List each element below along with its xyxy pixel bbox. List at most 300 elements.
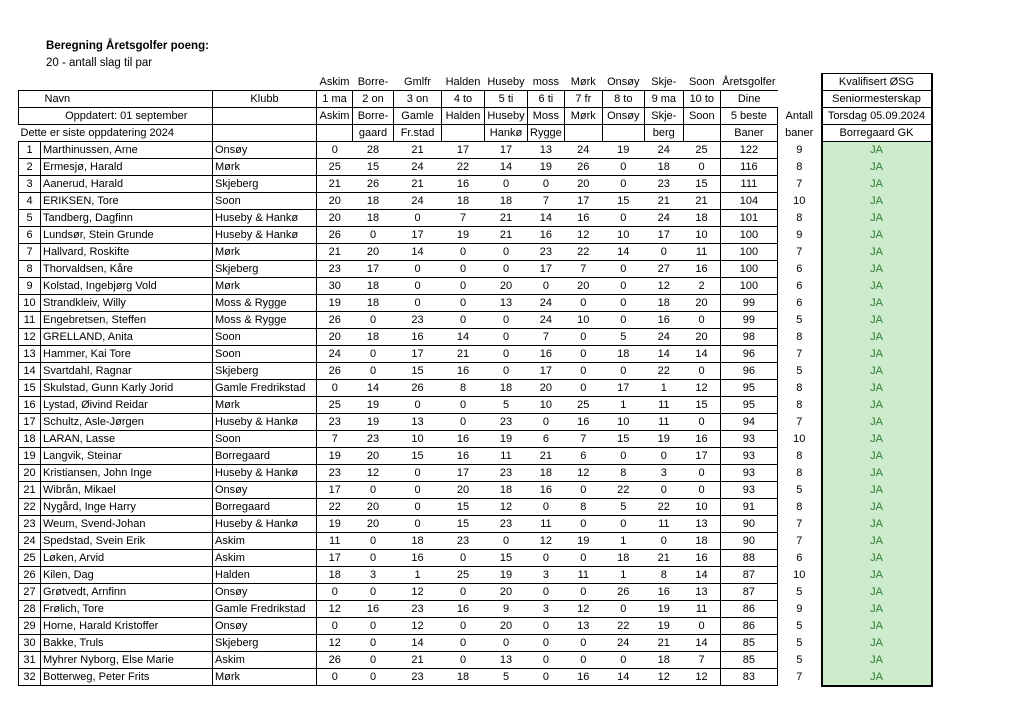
courses-played: 7 bbox=[778, 516, 822, 533]
course-score: 11 bbox=[644, 414, 683, 431]
course-score: 20 bbox=[564, 278, 602, 295]
course-score: 0 bbox=[394, 465, 442, 482]
course-score: 23 bbox=[644, 176, 683, 193]
course-score: 20 bbox=[353, 499, 394, 516]
course-score: 19 bbox=[644, 618, 683, 635]
total-score: 91 bbox=[720, 499, 777, 516]
course-score: 25 bbox=[317, 159, 353, 176]
course-score: 27 bbox=[644, 261, 683, 278]
qualified-status: JA bbox=[822, 312, 932, 329]
course-score: 14 bbox=[683, 567, 720, 584]
course-score: 5 bbox=[485, 669, 528, 686]
player-club: Skjeberg bbox=[213, 176, 317, 193]
total-score: 96 bbox=[720, 346, 777, 363]
courses-played: 5 bbox=[778, 618, 822, 635]
table-row bbox=[19, 499, 932, 516]
course-score: 0 bbox=[317, 142, 353, 159]
player-name: Hammer, Kai Tore bbox=[41, 346, 213, 363]
course-score: 0 bbox=[442, 261, 485, 278]
course-score: 16 bbox=[442, 176, 485, 193]
course-score: 8 bbox=[564, 499, 602, 516]
table-row bbox=[19, 312, 932, 329]
course-score: 0 bbox=[564, 380, 602, 397]
course-score: 16 bbox=[564, 669, 602, 686]
course-score: 22 bbox=[644, 499, 683, 516]
table-row bbox=[19, 652, 932, 669]
qualified-status: JA bbox=[822, 193, 932, 210]
course-score: 0 bbox=[394, 278, 442, 295]
table-row bbox=[19, 414, 932, 431]
course-score: 16 bbox=[564, 414, 602, 431]
courses-played: 6 bbox=[778, 550, 822, 567]
course-score: 18 bbox=[485, 380, 528, 397]
row-number: 15 bbox=[19, 380, 41, 397]
course-score: 22 bbox=[317, 499, 353, 516]
course-score: 26 bbox=[602, 584, 644, 601]
course-score: 19 bbox=[317, 448, 353, 465]
qualified-status: JA bbox=[822, 482, 932, 499]
total-score: 95 bbox=[720, 380, 777, 397]
player-club: Skjeberg bbox=[213, 635, 317, 652]
total-score: 98 bbox=[720, 329, 777, 346]
row-number: 25 bbox=[19, 550, 41, 567]
course-score: 20 bbox=[317, 193, 353, 210]
course-score: 12 bbox=[683, 380, 720, 397]
header-kval-subtitle: Seniormesterskap bbox=[822, 91, 932, 108]
header-course-date: 7 fr bbox=[564, 91, 602, 108]
player-name: Ermesjø, Harald bbox=[41, 159, 213, 176]
qualified-status: JA bbox=[822, 516, 932, 533]
course-score: 18 bbox=[353, 278, 394, 295]
course-score: 12 bbox=[485, 499, 528, 516]
course-score: 0 bbox=[564, 516, 602, 533]
player-club: Huseby & Hankø bbox=[213, 465, 317, 482]
course-score: 0 bbox=[394, 482, 442, 499]
course-score: 0 bbox=[683, 482, 720, 499]
course-score: 22 bbox=[602, 618, 644, 635]
player-name: Kilen, Dag bbox=[41, 567, 213, 584]
table-row bbox=[19, 618, 932, 635]
course-score: 14 bbox=[644, 346, 683, 363]
course-score: 7 bbox=[528, 329, 565, 346]
total-score: 94 bbox=[720, 414, 777, 431]
row-number: 4 bbox=[19, 193, 41, 210]
course-score: 13 bbox=[683, 516, 720, 533]
course-score: 14 bbox=[485, 159, 528, 176]
course-score: 18 bbox=[644, 159, 683, 176]
player-name: Marthinussen, Arne bbox=[41, 142, 213, 159]
course-score: 0 bbox=[683, 414, 720, 431]
total-score: 85 bbox=[720, 652, 777, 669]
course-score: 12 bbox=[564, 227, 602, 244]
courses-played: 8 bbox=[778, 380, 822, 397]
total-score: 100 bbox=[720, 261, 777, 278]
table-row bbox=[19, 210, 932, 227]
course-score: 0 bbox=[442, 278, 485, 295]
total-score: 104 bbox=[720, 193, 777, 210]
header-course-name: moss bbox=[532, 75, 560, 88]
course-score: 26 bbox=[317, 227, 353, 244]
row-number: 1 bbox=[19, 142, 41, 159]
course-score: 0 bbox=[442, 550, 485, 567]
course-score: 16 bbox=[644, 312, 683, 329]
course-score: 19 bbox=[353, 397, 394, 414]
total-score: 86 bbox=[720, 601, 777, 618]
total-score: 87 bbox=[720, 567, 777, 584]
player-club: Onsøy bbox=[213, 584, 317, 601]
courses-played: 7 bbox=[778, 669, 822, 686]
header-baner: baner bbox=[778, 125, 822, 142]
course-score: 1 bbox=[644, 380, 683, 397]
course-score: 17 bbox=[564, 193, 602, 210]
course-score: 21 bbox=[644, 635, 683, 652]
course-score: 7 bbox=[442, 210, 485, 227]
player-name: Frølich, Tore bbox=[41, 601, 213, 618]
header-course-club-2: Fr.stad bbox=[394, 125, 442, 142]
player-name: Lundsør, Stein Grunde bbox=[41, 227, 213, 244]
header-course-club: Halden bbox=[442, 108, 485, 125]
header-blank bbox=[213, 74, 317, 91]
course-score: 18 bbox=[353, 329, 394, 346]
course-score: 16 bbox=[442, 363, 485, 380]
table-row bbox=[19, 261, 932, 278]
player-club: Huseby & Hankø bbox=[213, 516, 317, 533]
header-course-date: 6 ti bbox=[528, 91, 565, 108]
course-score: 0 bbox=[353, 482, 394, 499]
course-score: 17 bbox=[317, 482, 353, 499]
qualified-status: JA bbox=[822, 414, 932, 431]
course-score: 12 bbox=[644, 669, 683, 686]
course-score: 16 bbox=[683, 431, 720, 448]
qualified-status: JA bbox=[822, 210, 932, 227]
course-score: 14 bbox=[394, 635, 442, 652]
course-score: 0 bbox=[353, 618, 394, 635]
header-course-club: Askim bbox=[317, 108, 353, 125]
player-club: Gamle Fredrikstad bbox=[213, 380, 317, 397]
course-score: 16 bbox=[442, 601, 485, 618]
course-score: 11 bbox=[564, 567, 602, 584]
row-number: 2 bbox=[19, 159, 41, 176]
table-row bbox=[19, 516, 932, 533]
courses-played: 9 bbox=[778, 142, 822, 159]
course-score: 17 bbox=[528, 261, 565, 278]
course-score: 19 bbox=[317, 295, 353, 312]
course-score: 5 bbox=[485, 397, 528, 414]
course-score: 0 bbox=[485, 346, 528, 363]
course-score: 0 bbox=[442, 584, 485, 601]
page-subtitle: 20 - antall slag til par bbox=[46, 57, 153, 69]
row-number: 8 bbox=[19, 261, 41, 278]
course-score: 18 bbox=[485, 193, 528, 210]
course-score: 13 bbox=[485, 652, 528, 669]
course-score: 25 bbox=[442, 567, 485, 584]
header-blank bbox=[19, 108, 41, 125]
course-score: 22 bbox=[442, 159, 485, 176]
course-score: 15 bbox=[394, 448, 442, 465]
player-name: ERIKSEN, Tore bbox=[41, 193, 213, 210]
header-course-club: Huseby bbox=[485, 108, 528, 125]
player-name: GRELLAND, Anita bbox=[41, 329, 213, 346]
course-score: 22 bbox=[644, 363, 683, 380]
course-score: 12 bbox=[564, 601, 602, 618]
header-course-name: Halden bbox=[445, 75, 481, 88]
header-course-club: 5 beste bbox=[720, 108, 777, 125]
player-club: Onsøy bbox=[213, 142, 317, 159]
course-score: 0 bbox=[564, 346, 602, 363]
header-course-club: Skje- bbox=[644, 108, 683, 125]
course-score: 21 bbox=[683, 193, 720, 210]
player-club: Askim bbox=[213, 533, 317, 550]
course-score: 17 bbox=[442, 142, 485, 159]
course-score: 20 bbox=[485, 618, 528, 635]
course-score: 14 bbox=[353, 380, 394, 397]
header-blank bbox=[213, 108, 317, 125]
total-score: 90 bbox=[720, 533, 777, 550]
course-score: 0 bbox=[528, 652, 565, 669]
courses-played: 10 bbox=[778, 567, 822, 584]
course-score: 26 bbox=[564, 159, 602, 176]
course-score: 3 bbox=[528, 601, 565, 618]
course-score: 24 bbox=[644, 329, 683, 346]
course-score: 22 bbox=[602, 482, 644, 499]
course-score: 11 bbox=[644, 397, 683, 414]
header-course-date: 2 on bbox=[353, 91, 394, 108]
course-score: 7 bbox=[528, 193, 565, 210]
course-score: 0 bbox=[602, 652, 644, 669]
course-score: 0 bbox=[683, 465, 720, 482]
course-score: 15 bbox=[683, 397, 720, 414]
course-score: 0 bbox=[683, 363, 720, 380]
header-course-club-2: Hankø bbox=[485, 125, 528, 142]
course-score: 1 bbox=[602, 533, 644, 550]
total-score: 83 bbox=[720, 669, 777, 686]
course-score: 20 bbox=[485, 584, 528, 601]
qualified-status: JA bbox=[822, 329, 932, 346]
row-number: 3 bbox=[19, 176, 41, 193]
course-score: 20 bbox=[353, 516, 394, 533]
table-row bbox=[19, 431, 932, 448]
course-score: 26 bbox=[317, 363, 353, 380]
course-score: 24 bbox=[394, 193, 442, 210]
player-club: Moss & Rygge bbox=[213, 295, 317, 312]
header-kval-date: Torsdag 05.09.2024 bbox=[822, 108, 932, 125]
header-kval-venue: Borregaard GK bbox=[822, 125, 932, 142]
row-number: 23 bbox=[19, 516, 41, 533]
course-score: 16 bbox=[528, 346, 565, 363]
table-row bbox=[19, 533, 932, 550]
course-score: 0 bbox=[442, 618, 485, 635]
course-score: 0 bbox=[394, 499, 442, 516]
courses-played: 7 bbox=[778, 414, 822, 431]
header-kval-title: Kvalifisert ØSG bbox=[822, 74, 932, 91]
course-score: 21 bbox=[394, 142, 442, 159]
course-score: 0 bbox=[394, 261, 442, 278]
header-course-club-2 bbox=[564, 125, 602, 142]
course-score: 0 bbox=[353, 312, 394, 329]
course-score: 0 bbox=[528, 176, 565, 193]
course-score: 17 bbox=[317, 550, 353, 567]
course-score: 26 bbox=[317, 652, 353, 669]
course-score: 0 bbox=[317, 380, 353, 397]
row-number: 6 bbox=[19, 227, 41, 244]
courses-played: 5 bbox=[778, 635, 822, 652]
course-score: 12 bbox=[528, 533, 565, 550]
player-club: Mørk bbox=[213, 244, 317, 261]
course-score: 21 bbox=[317, 244, 353, 261]
player-club: Mørk bbox=[213, 278, 317, 295]
qualified-status: JA bbox=[822, 550, 932, 567]
player-club: Onsøy bbox=[213, 618, 317, 635]
qualified-status: JA bbox=[822, 584, 932, 601]
header-course-club-2 bbox=[442, 125, 485, 142]
course-score: 0 bbox=[602, 278, 644, 295]
row-number: 30 bbox=[19, 635, 41, 652]
course-score: 13 bbox=[528, 142, 565, 159]
courses-played: 5 bbox=[778, 312, 822, 329]
course-score: 18 bbox=[353, 193, 394, 210]
course-score: 8 bbox=[602, 465, 644, 482]
course-score: 18 bbox=[353, 295, 394, 312]
qualified-status: JA bbox=[822, 669, 932, 686]
player-name: Wibrån, Mikael bbox=[41, 482, 213, 499]
course-score: 14 bbox=[683, 346, 720, 363]
course-score: 10 bbox=[683, 499, 720, 516]
course-score: 25 bbox=[564, 397, 602, 414]
course-score: 18 bbox=[683, 210, 720, 227]
total-score: 95 bbox=[720, 397, 777, 414]
table-row bbox=[19, 159, 932, 176]
course-score: 23 bbox=[394, 669, 442, 686]
course-score: 18 bbox=[683, 533, 720, 550]
total-score: 87 bbox=[720, 584, 777, 601]
header-row-1 bbox=[19, 74, 932, 91]
qualified-status: JA bbox=[822, 601, 932, 618]
course-score: 0 bbox=[528, 618, 565, 635]
qualified-status: JA bbox=[822, 176, 932, 193]
course-score: 0 bbox=[353, 227, 394, 244]
course-score: 14 bbox=[602, 669, 644, 686]
player-club: Mørk bbox=[213, 669, 317, 686]
course-score: 12 bbox=[353, 465, 394, 482]
course-score: 3 bbox=[528, 567, 565, 584]
course-score: 20 bbox=[528, 380, 565, 397]
player-name: Schultz, Asle-Jørgen bbox=[41, 414, 213, 431]
course-score: 0 bbox=[602, 601, 644, 618]
course-score: 0 bbox=[683, 618, 720, 635]
header-course-date: 5 ti bbox=[485, 91, 528, 108]
course-score: 12 bbox=[317, 601, 353, 618]
player-club: Soon bbox=[213, 329, 317, 346]
player-name: Botterweg, Peter Frits bbox=[41, 669, 213, 686]
qualified-status: JA bbox=[822, 261, 932, 278]
course-score: 7 bbox=[564, 431, 602, 448]
table-row bbox=[19, 482, 932, 499]
course-score: 0 bbox=[602, 159, 644, 176]
course-score: 20 bbox=[442, 482, 485, 499]
course-score: 20 bbox=[317, 210, 353, 227]
header-row-3 bbox=[19, 108, 932, 125]
course-score: 1 bbox=[602, 397, 644, 414]
player-club: Huseby & Hankø bbox=[213, 414, 317, 431]
qualified-status: JA bbox=[822, 142, 932, 159]
table-row bbox=[19, 601, 932, 618]
course-score: 8 bbox=[644, 567, 683, 584]
player-name: Langvik, Steinar bbox=[41, 448, 213, 465]
header-course-club-2 bbox=[602, 125, 644, 142]
player-name: Bakke, Truls bbox=[41, 635, 213, 652]
table-row bbox=[19, 176, 932, 193]
courses-played: 6 bbox=[778, 261, 822, 278]
courses-played: 8 bbox=[778, 499, 822, 516]
course-score: 7 bbox=[564, 261, 602, 278]
course-score: 0 bbox=[317, 584, 353, 601]
header-course-club: Mørk bbox=[564, 108, 602, 125]
total-score: 111 bbox=[720, 176, 777, 193]
course-score: 17 bbox=[485, 142, 528, 159]
course-score: 14 bbox=[528, 210, 565, 227]
course-score: 19 bbox=[644, 431, 683, 448]
course-score: 0 bbox=[683, 159, 720, 176]
player-club: Askim bbox=[213, 652, 317, 669]
course-score: 17 bbox=[353, 261, 394, 278]
row-number: 11 bbox=[19, 312, 41, 329]
qualified-status: JA bbox=[822, 244, 932, 261]
course-score: 24 bbox=[602, 635, 644, 652]
course-score: 10 bbox=[602, 414, 644, 431]
total-score: 99 bbox=[720, 312, 777, 329]
player-name: Lystad, Øivind Reidar bbox=[41, 397, 213, 414]
course-score: 0 bbox=[485, 176, 528, 193]
course-score: 30 bbox=[317, 278, 353, 295]
qualified-status: JA bbox=[822, 635, 932, 652]
player-name: LARAN, Lasse bbox=[41, 431, 213, 448]
course-score: 16 bbox=[394, 550, 442, 567]
row-number: 26 bbox=[19, 567, 41, 584]
table-row bbox=[19, 465, 932, 482]
course-score: 18 bbox=[485, 482, 528, 499]
course-score: 0 bbox=[564, 635, 602, 652]
header-course-club: Soon bbox=[683, 108, 720, 125]
course-score: 21 bbox=[394, 176, 442, 193]
row-number: 17 bbox=[19, 414, 41, 431]
row-number: 27 bbox=[19, 584, 41, 601]
player-name: Thorvaldsen, Kåre bbox=[41, 261, 213, 278]
course-score: 0 bbox=[564, 329, 602, 346]
course-score: 12 bbox=[644, 278, 683, 295]
course-score: 24 bbox=[528, 312, 565, 329]
course-score: 16 bbox=[528, 227, 565, 244]
table-row bbox=[19, 142, 932, 159]
course-score: 0 bbox=[442, 244, 485, 261]
course-score: 10 bbox=[528, 397, 565, 414]
course-score: 0 bbox=[564, 295, 602, 312]
course-score: 12 bbox=[683, 669, 720, 686]
course-score: 18 bbox=[442, 193, 485, 210]
row-number: 28 bbox=[19, 601, 41, 618]
header-course-club-2: Baner bbox=[720, 125, 777, 142]
course-score: 0 bbox=[602, 295, 644, 312]
course-score: 19 bbox=[644, 601, 683, 618]
course-score: 11 bbox=[683, 601, 720, 618]
course-score: 21 bbox=[644, 550, 683, 567]
table-row bbox=[19, 244, 932, 261]
qualified-status: JA bbox=[822, 295, 932, 312]
header-course-name: Soon bbox=[688, 75, 715, 88]
course-score: 23 bbox=[394, 601, 442, 618]
course-score: 0 bbox=[683, 312, 720, 329]
total-score: 100 bbox=[720, 244, 777, 261]
course-score: 14 bbox=[602, 244, 644, 261]
